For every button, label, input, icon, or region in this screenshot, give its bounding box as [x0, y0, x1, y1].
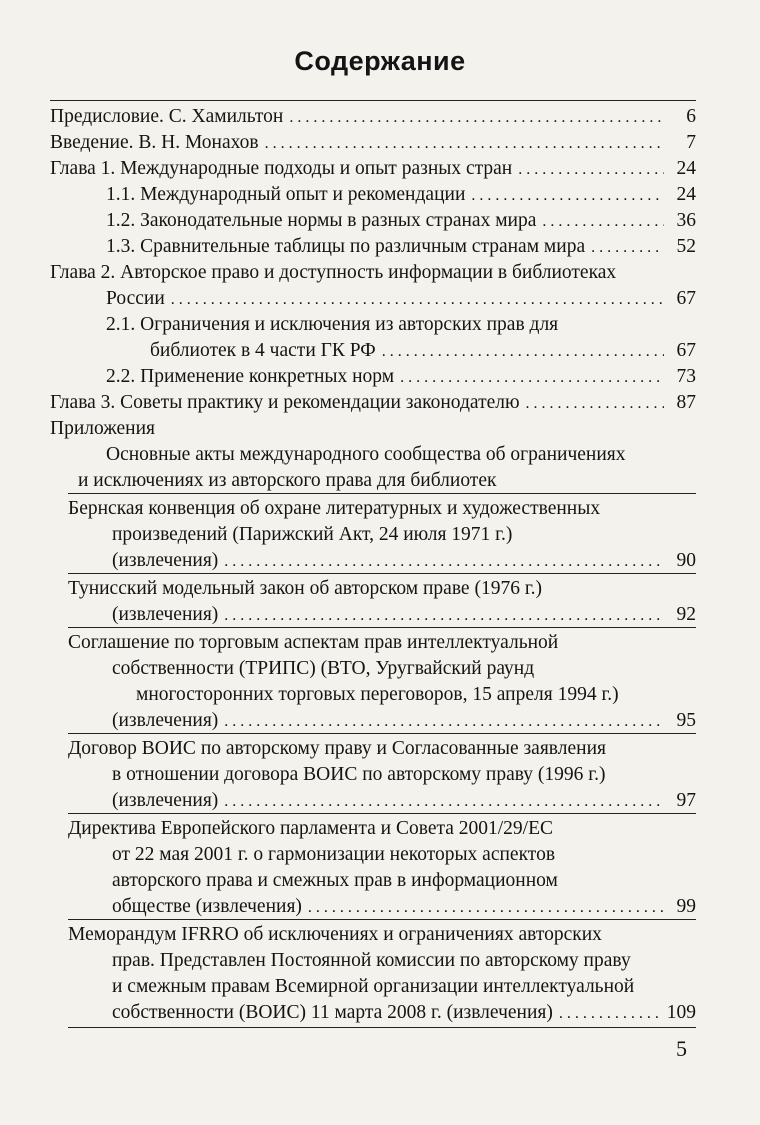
entry-text: многосторонних торговых переговоров, 15 апреля 1994 г.): [136, 684, 619, 705]
entry-text: (извлечения): [112, 604, 219, 625]
entry-page: 90: [676, 550, 696, 571]
leader-dots: [542, 213, 664, 231]
entry-page: 36: [676, 210, 696, 231]
entry-text: от 22 мая 2001 г. о гармонизации некоторых аспектов: [112, 844, 556, 865]
entry-page: 73: [676, 366, 696, 387]
entry-text: Введение. В. Н. Монахов: [50, 132, 259, 153]
toc-entry-tunis: [68, 576, 696, 602]
entry-text: 1.2. Законодательные нормы в разных странах мира: [106, 210, 537, 231]
entry-text: обществе (извлечения): [112, 896, 302, 917]
entry-text: Основные акты международного сообщества об ограничениях: [106, 444, 626, 465]
toc-entry-wct-line3: [112, 788, 696, 814]
entry-page: 99: [676, 896, 696, 917]
entry-text: Приложения: [50, 418, 155, 439]
entry-page: 67: [676, 288, 696, 309]
entry-page: 95: [676, 710, 696, 731]
toc-entry-chapter2-cont: [106, 286, 696, 312]
toc-entry-berne: [68, 496, 696, 522]
leader-dots: [224, 793, 664, 811]
entry-page: 7: [686, 132, 696, 153]
divider: [50, 100, 696, 101]
entry-page: 67: [676, 340, 696, 361]
leader-dots: [591, 239, 664, 257]
toc-entry-trips-line4: [112, 708, 696, 734]
entry-text: Тунисский модельный закон об авторском праве (1976 г.): [68, 578, 542, 599]
toc-entry-trips: [68, 630, 696, 656]
toc-entry-chapter1: [50, 156, 696, 182]
toc-entry-ifrro: [68, 922, 696, 948]
toc-entry-chapter2: [50, 260, 696, 286]
toc-entry-appendices: [50, 416, 696, 442]
entry-text: Договор ВОИС по авторскому праву и Согласованные заявления: [68, 738, 606, 759]
divider: [68, 733, 696, 734]
entry-text: произведений (Парижский Акт, 24 июля 1971 г.): [112, 524, 513, 545]
entry-text: собственности (ТРИПС) (ВТО, Уругвайский раунд: [112, 658, 535, 679]
entry-text: и смежным правам Всемирной организации интеллектуальной: [112, 976, 635, 997]
toc-entry-tunis-line2: [112, 602, 696, 628]
entry-page: 109: [666, 1002, 696, 1023]
entry-text: (извлечения): [112, 790, 219, 811]
toc-entry-berne-line2: [112, 522, 696, 548]
entry-text: 1.3. Сравнительные таблицы по различным странам мира: [106, 236, 586, 257]
entry-page: 6: [686, 106, 696, 127]
toc-entry-wct-line2: [112, 762, 696, 788]
entry-page: 52: [676, 236, 696, 257]
divider: [68, 1027, 696, 1028]
toc-entry-chapter3: [50, 390, 696, 416]
entry-text: Бернская конвенция об охране литературных и художественных: [68, 498, 601, 519]
entry-text: (извлечения): [112, 550, 219, 571]
entry-text: 2.1. Ограничения и исключения из авторских прав для: [106, 314, 559, 335]
divider: [68, 493, 696, 494]
toc-entry-preface: [50, 104, 696, 130]
toc-entry-berne-line3: [112, 548, 696, 574]
entry-text: прав. Представлен Постоянной комиссии по авторскому праву: [112, 950, 631, 971]
entry-text: собственности (ВОИС) 11 марта 2008 г. (извлечения): [112, 1002, 553, 1023]
entry-text: Меморандум IFRRO об исключениях и ограничениях авторских: [68, 924, 602, 945]
leader-dots: [518, 161, 664, 179]
page-title: Содержание: [294, 46, 466, 76]
leader-dots: [171, 291, 664, 309]
toc-entry-ifrro-line3: [112, 974, 696, 1000]
entry-text: 2.2. Применение конкретных норм: [106, 366, 395, 387]
toc-entry-eu-line2: [112, 842, 696, 868]
entry-page: 92: [676, 604, 696, 625]
divider: [68, 573, 696, 574]
page-number: 5: [676, 1036, 687, 1061]
entry-text: (извлечения): [112, 710, 219, 731]
leader-dots: [471, 187, 664, 205]
entry-text: библиотек в 4 части ГК РФ: [150, 340, 376, 361]
leader-dots: [224, 553, 664, 571]
entry-page: 24: [676, 158, 696, 179]
divider: [68, 813, 696, 814]
entry-text: 1.1. Международный опыт и рекомендации: [106, 184, 466, 205]
entry-text: Глава 3. Советы практику и рекомендации законодателю: [50, 392, 520, 413]
leader-dots: [289, 109, 664, 127]
entry-page: 24: [676, 184, 696, 205]
entry-text: и исключениях из авторского права для библиотек: [78, 470, 497, 491]
appendix-heading-line2: [78, 468, 696, 494]
entry-text: Соглашение по торговым аспектам прав интеллектуальной: [68, 632, 559, 653]
entry-text: Глава 2. Авторское право и доступность информации в библиотеках: [50, 262, 617, 283]
leader-dots: [382, 343, 664, 361]
leader-dots: [526, 395, 664, 413]
toc-entry-1-1: [106, 182, 696, 208]
entry-text: авторского права и смежных прав в информационном: [112, 870, 558, 891]
toc-entry-eu-directive: [68, 816, 696, 842]
leader-dots: [265, 135, 664, 153]
toc-entry-trips-line2: [112, 656, 696, 682]
divider: [68, 627, 696, 628]
entry-page: 97: [676, 790, 696, 811]
toc-entry-trips-line3: [136, 682, 696, 708]
leader-dots: [224, 713, 664, 731]
leader-dots: [308, 899, 664, 917]
entry-text: в отношении договора ВОИС по авторскому праву (1996 г.): [112, 764, 606, 785]
toc-entry-intro: [50, 130, 696, 156]
appendix-heading-line1: [106, 442, 696, 468]
toc-entry-eu-line3: [112, 868, 696, 894]
entry-text: России: [106, 288, 165, 309]
toc-entry-wct: [68, 736, 696, 762]
toc-entry-1-2: [106, 208, 696, 234]
entry-text: Директива Европейского парламента и Совета 2001/29/ЕС: [68, 818, 554, 839]
toc-entry-1-3: [106, 234, 696, 260]
toc-entry-ifrro-line4: [112, 1000, 696, 1026]
divider: [68, 919, 696, 920]
leader-dots: [224, 607, 664, 625]
entry-text: Предисловие. С. Хамильтон: [50, 106, 284, 127]
toc-entry-2-2: [106, 364, 696, 390]
leader-dots: [400, 369, 664, 387]
toc-entry-ifrro-line2: [112, 948, 696, 974]
toc-entry-2-1-cont: [150, 338, 696, 364]
leader-dots: [559, 1005, 661, 1023]
toc-entry-eu-line4: [112, 894, 696, 920]
toc-entry-2-1: [106, 312, 696, 338]
entry-page: 87: [676, 392, 696, 413]
entry-text: Глава 1. Международные подходы и опыт разных стран: [50, 158, 513, 179]
